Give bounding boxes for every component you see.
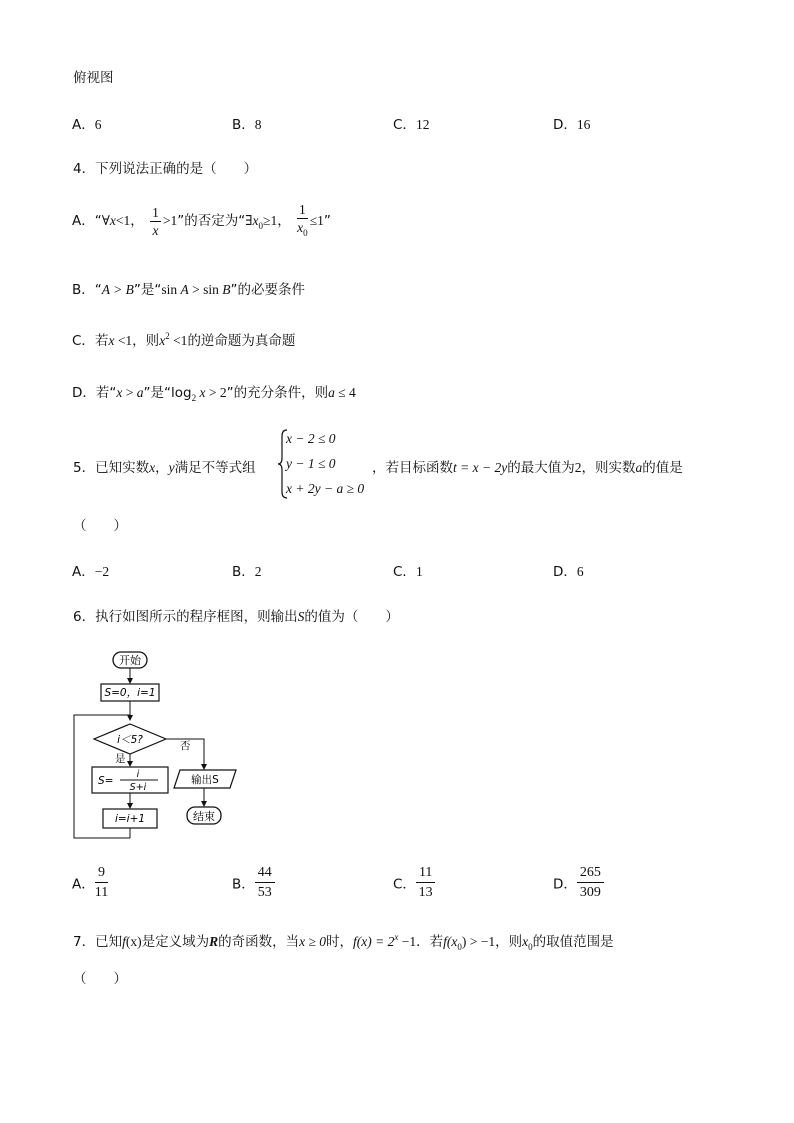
flow-no-label: 否 [180, 740, 191, 752]
flow-init-label: S=0，i=1 [104, 687, 156, 699]
flow-assign-num: i [136, 769, 140, 780]
q5-option-c: C．1 [393, 564, 423, 580]
q4-option-d: D．若“x > a”是“$\log_2$ x > 2”的充分条件，则a ≤ 4 [72, 385, 356, 403]
q3-option-b: B．8 [232, 117, 262, 133]
q6-stem: 6．执行如图所示的程序框图，则输出S的值为（ ） [73, 609, 399, 625]
flow-start-label: 开始 [119, 654, 141, 667]
system-line-2: y − 1 ≤ 0 [286, 456, 336, 471]
flow-assign-den: S+i [129, 782, 147, 793]
q3-option-d: D．16 [553, 117, 591, 133]
q5-option-b: B．2 [232, 564, 262, 580]
q6-option-d: D． $\frac{265}{309}$ [553, 864, 604, 901]
q4-option-c: C．若x <1，则$x^2 <1$的逆命题为真命题 [72, 331, 296, 349]
q5-inequality-system [278, 428, 374, 500]
q4-option-a: A．“∀x<1， $\frac{1}{x}$ >1”的否定为“$\exists x_0\ge 1$， $\frac{1}{x_0}$ ≤1” [72, 202, 331, 238]
q5-stem-end: ，若目标函数t = x − 2y的最大值为2，则实数a的值是 [372, 460, 683, 476]
flow-output-label: 输出S [191, 774, 219, 786]
q4-stem: 4．下列说法正确的是（ ） [73, 161, 258, 177]
q5-answer-paren: （ ） [73, 518, 127, 534]
q6-option-c: C． $\frac{11}{13}$ [393, 864, 435, 901]
q5-stem-start: 5．已知实数x，y满足不等式组 [73, 460, 256, 476]
q5-option-a: A．−2 [72, 564, 110, 580]
q7-answer-paren: （ ） [73, 971, 127, 987]
q3-option-a: A．6 [72, 117, 102, 133]
q4-option-b: B．“A > B”是“sin A > sin B”的必要条件 [72, 282, 306, 298]
flow-assign-left: S= [98, 775, 114, 787]
q7-stem: 7．已知f(x)是定义域为R的奇函数，当x ≥ 0时，$f(x) = 2^x -1$．若$f(x_0) > -1$，则$x_0$的取值范围是 [73, 932, 614, 952]
system-line-1: x − 2 ≤ 0 [286, 431, 336, 446]
q6-option-b: B． $\frac{44}{53}$ [232, 864, 275, 901]
figure-caption-top-view: 俯视图 [73, 70, 114, 86]
flow-end-label: 结束 [193, 810, 215, 823]
q5-option-d: D．6 [553, 564, 584, 580]
q3-option-c: C．12 [393, 117, 430, 133]
flow-increment-label: i=i+1 [114, 813, 146, 825]
flow-condition-label: i＜5? [117, 734, 143, 746]
program-flowchart [70, 648, 240, 848]
q6-option-a: A． $\frac{9}{11}$ [72, 865, 109, 900]
flow-yes-label: 是 [115, 753, 126, 765]
system-line-3: x + 2y − a ≥ 0 [286, 481, 365, 496]
